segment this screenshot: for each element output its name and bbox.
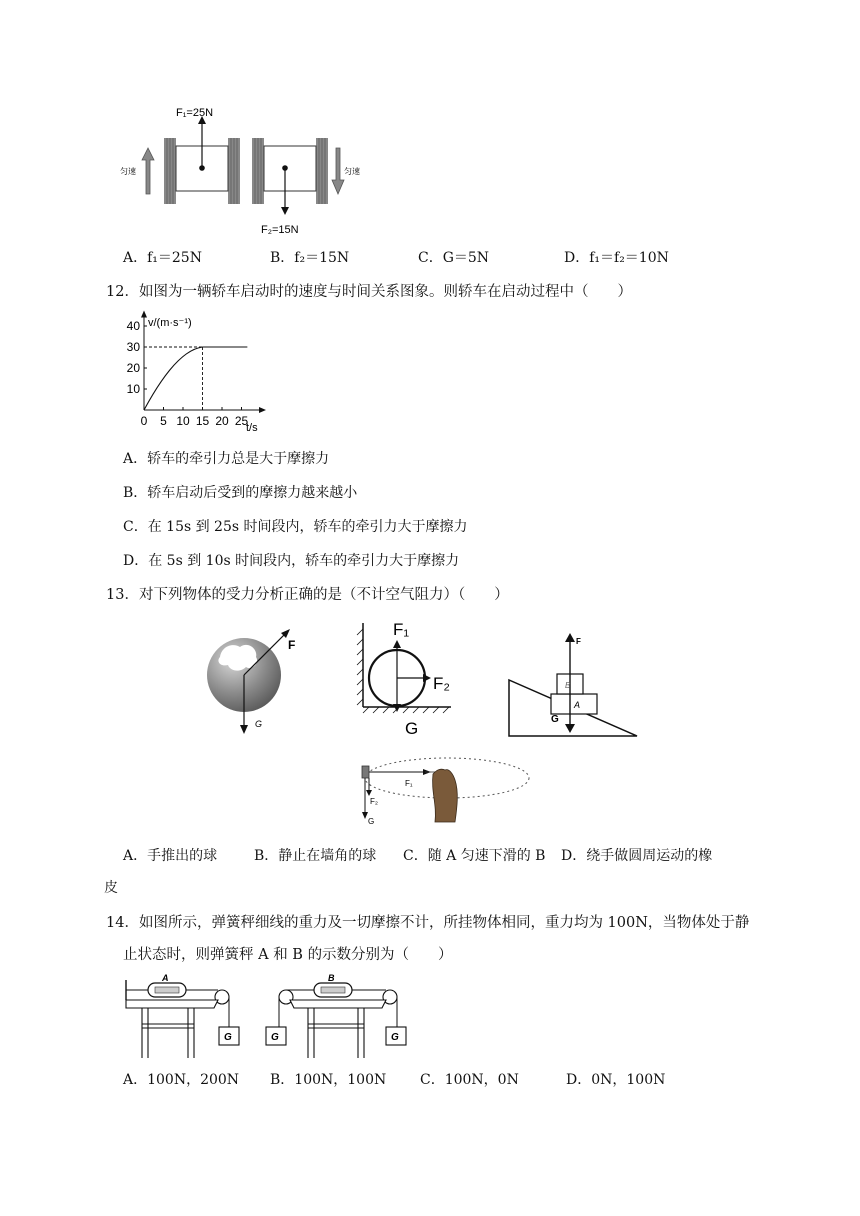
q13-circular-figure — [355, 752, 535, 832]
q14-stem-line1: 14．如图所示，弹簧秤细线的重力及一切摩擦不计，所挂物体相同，重力均为 100N，当物体处于静 — [106, 915, 750, 931]
q12-option-a[interactable]: A．轿车的牵引力总是大于摩擦力 — [123, 451, 330, 467]
q12-xtick-label: 20 — [215, 414, 229, 428]
q13-option-d[interactable]: D．绕手做圆周运动的橡 — [561, 848, 713, 864]
q12-ylabel: v/(m·s⁻¹) — [148, 317, 192, 329]
q12-xtick-label: 25 — [234, 414, 249, 428]
q13-option-a[interactable]: A．手推出的球 — [123, 848, 218, 864]
q11-option-b[interactable]: B．f₂＝15N — [270, 250, 350, 266]
q12-accel-curve — [144, 347, 203, 410]
q13-wall-g: G — [405, 719, 419, 738]
q12-xtick-label: 15 — [195, 414, 210, 428]
q14-scale-a-label: A — [162, 973, 169, 983]
q13-circle-f1: F₁ — [405, 779, 413, 788]
q12-x-axis-arrow — [259, 407, 266, 413]
q11-f1-label: F₁=25N — [176, 107, 214, 119]
q13-incline-a: A — [574, 700, 581, 710]
q12-ytick-label: 40 — [126, 319, 140, 333]
q12-velocity-time-graph — [118, 310, 268, 438]
q13-wall-ball-figure — [355, 615, 470, 740]
q13-option-c[interactable]: C．随 A 匀速下滑的 B — [403, 848, 546, 864]
q11-option-c[interactable]: C．G＝5N — [418, 250, 490, 266]
q13-stem: 13．对下列物体的受力分析正确的是（不计空气阻力）（ ） — [106, 587, 509, 603]
q14-option-b[interactable]: B．100N，100N — [270, 1072, 387, 1088]
q11-option-a[interactable]: A．f₁＝25N — [123, 250, 202, 266]
q13-option-b[interactable]: B．静止在墙角的球 — [254, 848, 377, 864]
q14-b-weight-left: G — [271, 1032, 279, 1043]
q14-scale-b-label: B — [328, 973, 335, 983]
q13-wall-f2: F₂ — [433, 674, 450, 693]
q12-ytick-label: 10 — [126, 382, 140, 396]
q12-xlabel: t/s — [246, 422, 258, 434]
q11-f2-label: F₂=15N — [261, 224, 299, 236]
q13-ball-g: G — [255, 719, 263, 729]
q13-incline-g: G — [551, 714, 559, 725]
q13-option-d-wrap: 皮 — [104, 880, 118, 896]
q11-option-d[interactable]: D．f₁＝f₂＝10N — [564, 250, 669, 266]
q14-figure-b — [262, 972, 412, 1062]
q14-b-weight-right: G — [391, 1032, 399, 1043]
q14-a-weight-label: G — [224, 1032, 232, 1043]
q12-option-b[interactable]: B．轿车启动后受到的摩擦力越来越小 — [123, 485, 358, 501]
q14-option-c[interactable]: C．100N，0N — [420, 1072, 519, 1088]
q13-ball-figure — [200, 615, 310, 740]
q13-ball-f: F — [288, 638, 296, 652]
q14-option-d[interactable]: D．0N，100N — [566, 1072, 666, 1088]
q12-xtick-label: 5 — [160, 414, 167, 428]
q13-incline-b: B — [565, 681, 571, 690]
q12-option-c[interactable]: C．在 15s 到 25s 时间段内，轿车的牵引力大于摩擦力 — [123, 519, 468, 535]
q14-option-a[interactable]: A．100N，200N — [123, 1072, 240, 1088]
q12-xtick-label: 0 — [140, 414, 148, 428]
q13-incline-figure — [503, 628, 643, 743]
q12-y-axis-arrow — [141, 311, 147, 318]
q13-circle-g: G — [368, 817, 375, 826]
q14-figure-a — [118, 972, 248, 1062]
q11-speed-left: 匀速 — [120, 167, 136, 176]
q12-ytick-label: 20 — [126, 361, 140, 375]
q12-ytick-label: 30 — [126, 340, 140, 354]
q13-wall-f1: F₁ — [393, 620, 410, 639]
q14-stem-line2: 止状态时，则弹簧秤 A 和 B 的示数分别为（ ） — [123, 947, 453, 963]
q12-option-d[interactable]: D．在 5s 到 10s 时间段内，轿车的牵引力大于摩擦力 — [123, 553, 460, 569]
q12-stem: 12．如图为一辆轿车启动时的速度与时间关系图象。则轿车在启动过程中（ ） — [106, 284, 632, 300]
q13-circle-f2: F₂ — [370, 797, 378, 806]
q11-speed-right: 匀速 — [344, 167, 360, 176]
q13-incline-f: F — [576, 637, 581, 646]
q11-figure — [118, 102, 374, 238]
q12-xtick-label: 10 — [176, 414, 190, 428]
